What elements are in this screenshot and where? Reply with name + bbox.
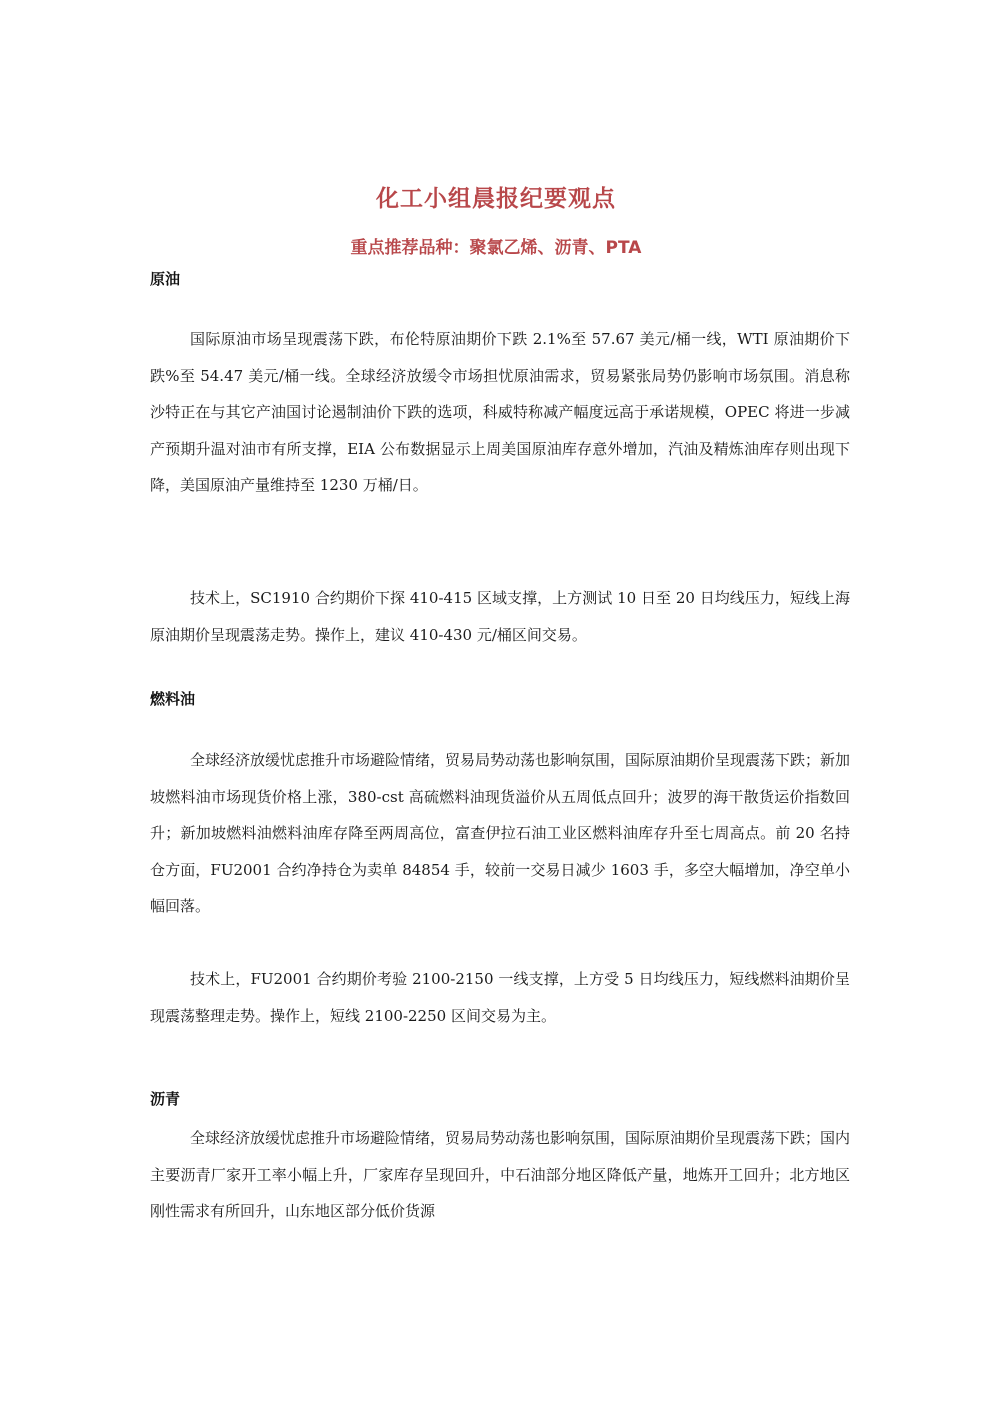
section-heading-asphalt: 沥青 xyxy=(150,1090,181,1108)
section-heading-crude-oil: 原油 xyxy=(150,270,181,288)
paragraph-fuel-oil-news: 全球经济放缓忧虑推升市场避险情绪，贸易局势动荡也影响氛围，国际原油期价呈现震荡下跌；新加坡燃料油市场现货价格上涨，380-cst 高硫燃料油现货溢价从五周低点回升；波罗的海干散货运价指数回升；新加坡燃料油燃料油库存降至两周高位，富查伊拉石油工业区燃料油库存升至七周高点。前 20 名持仓方面，FU2001 合约净持仓为卖单 84854 手，较前一交易日减少 1603 手，多空大幅增加，净空单小幅回落。 xyxy=(150,751,851,915)
paragraph-fuel-oil-technical: 技术上，FU2001 合约期价考验 2100-2150 一线支撑，上方受 5 日均线压力，短线燃料油期价呈现震荡整理走势。操作上，短线 2100-2250 区间交易为主。 xyxy=(150,970,850,1025)
paragraph-crude-oil-news: 国际原油市场呈现震荡下跌，布伦特原油期价下跌 2.1%至 57.67 美元/桶一线，WTI 原油期价下跌%至 54.47 美元/桶一线。全球经济放缓令市场担忧原油需求，贸易紧张局势仍影响市场氛围。消息称沙特正在与其它产油国讨论遏制油价下跌的选项，科威特称减产幅度远高于承诺规模，OPEC 将进一步减产预期升温对油市有所支撑，EIA 公布数据显示上周美国原油库存意外增加，汽油及精炼油库存则出现下降，美国原油产量维持至 1230 万桶/日。 xyxy=(150,330,850,494)
paragraph-asphalt-news: 全球经济放缓忧虑推升市场避险情绪，贸易局势动荡也影响氛围，国际原油期价呈现震荡下跌；国内主要沥青厂家开工率小幅上升，厂家库存呈现回升，中石油部分地区降低产量，地炼开工回升；北方地区刚性需求有所回升，山东地区部分低价货源 xyxy=(150,1129,851,1220)
document-subtitle: 重点推荐品种：聚氯乙烯、沥青、PTA xyxy=(350,238,642,258)
document-title: 化工小组晨报纪要观点 xyxy=(376,186,616,212)
paragraph-crude-oil-technical: 技术上，SC1910 合约期价下探 410-415 区域支撑，上方测试 10 日至 20 日均线压力，短线上海原油期价呈现震荡走势。操作上，建议 410-430 元/桶区间交易。 xyxy=(150,589,850,644)
section-heading-fuel-oil: 燃料油 xyxy=(150,690,196,708)
